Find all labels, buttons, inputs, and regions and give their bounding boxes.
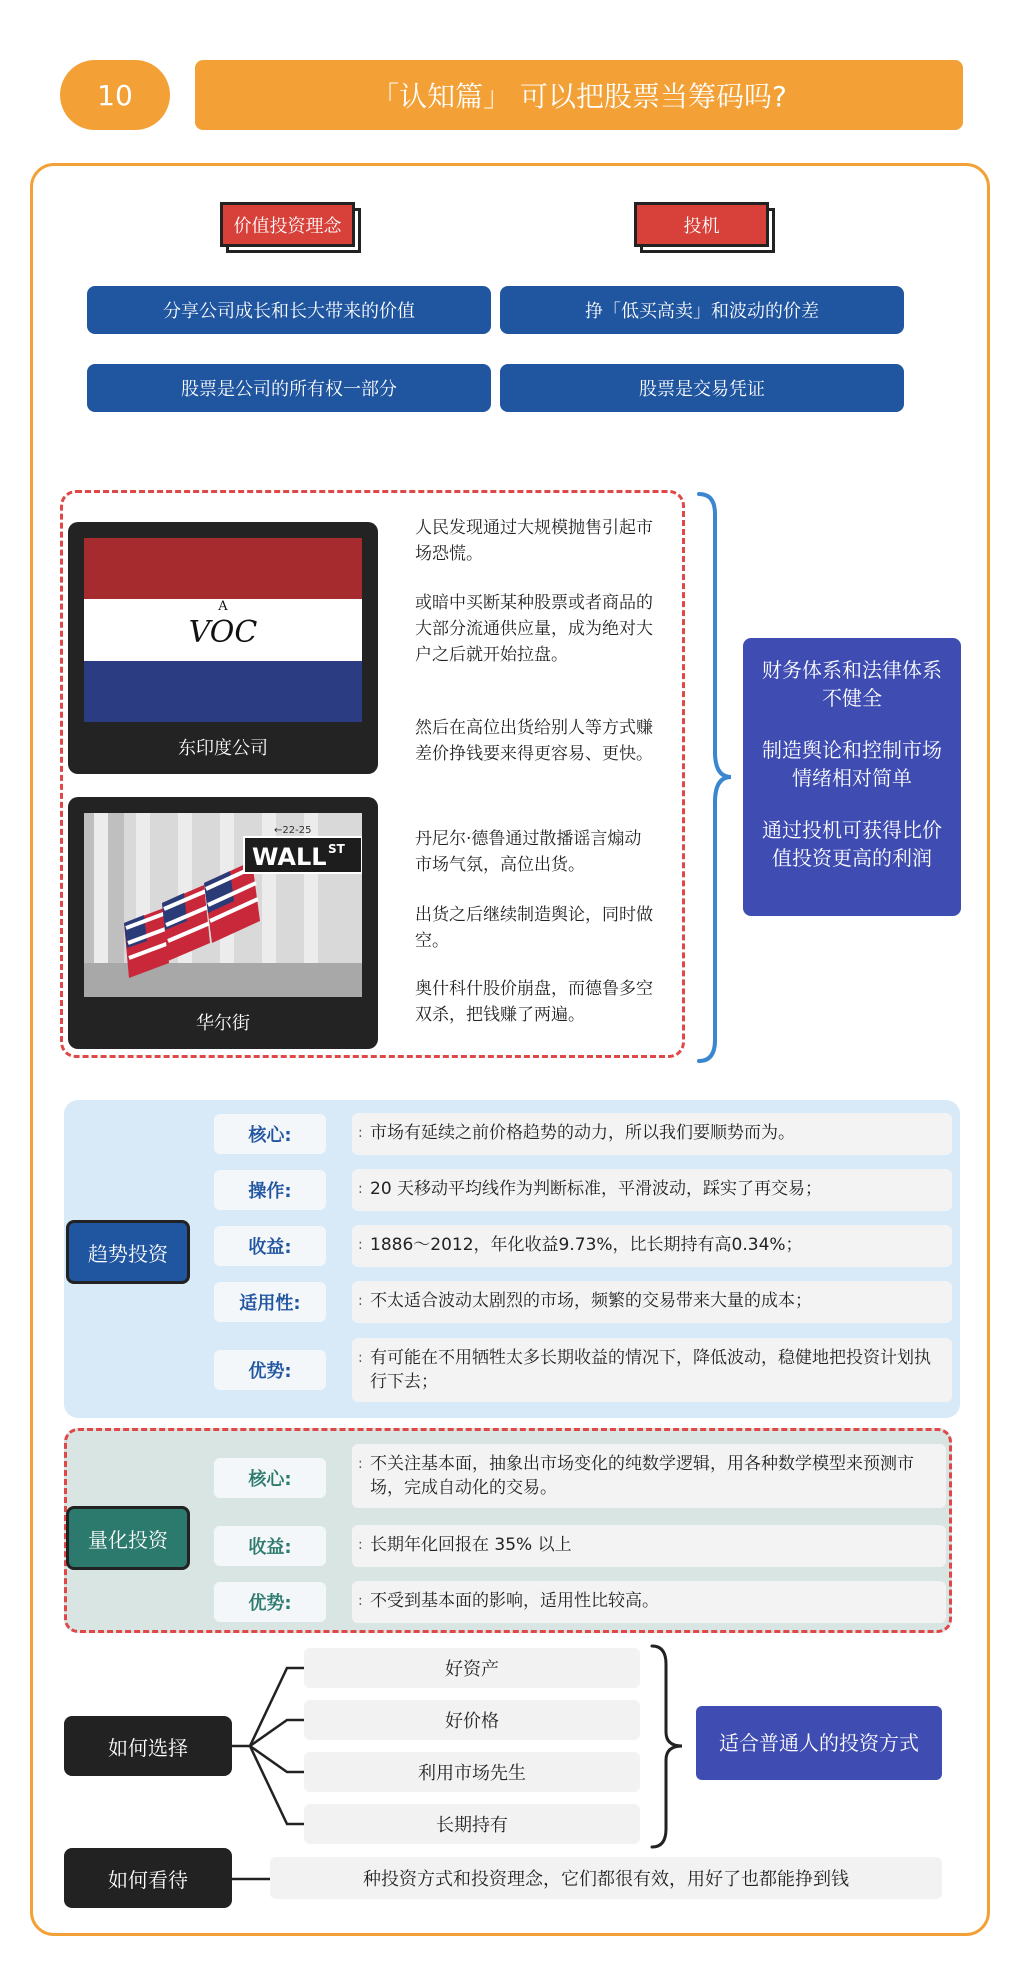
quant-text-return: : 长期年化回报在 35% 以上	[352, 1525, 946, 1567]
choose-item-good-asset: 好资产	[304, 1648, 640, 1688]
quant-text-advantage: : 不受到基本面的影响，适用性比较高。	[352, 1581, 946, 1623]
trend-text-core: : 市场有延续之前价格趋势的动力，所以我们要顺势而为。	[352, 1113, 952, 1155]
wall-sign-text: WALL	[252, 843, 327, 871]
choose-item-long-hold: 长期持有	[304, 1804, 640, 1844]
case1-paragraph-3: 然后在高位出货给别人等方式赚差价挣钱要来得更容易、更快。	[415, 718, 653, 764]
case2-paragraph-3: 奥什科什股价崩盘，而德鲁多空双杀，把钱赚了两遍。	[415, 979, 653, 1025]
voc-letter: A	[218, 599, 228, 614]
section-number-badge: 10	[60, 60, 170, 130]
quant-label-return: 收益:	[214, 1526, 326, 1566]
east-india-company-caption: 东印度公司	[178, 738, 268, 759]
how-to-view-tag: 如何看待	[64, 1848, 232, 1908]
case1-paragraph-2: 或暗中买断某种股票或者商品的大部分流通供应量，成为绝对大户之后就开始拉盘。	[415, 593, 653, 665]
speculation-tag-label: 投机	[634, 202, 769, 247]
case2-paragraph-1: 丹尼尔·德鲁通过散播谣言煽动市场气氛，高位出货。	[415, 829, 642, 875]
view-connector-line	[232, 1876, 272, 1882]
dutch-flag-image	[84, 538, 362, 722]
quant-label-advantage: 优势:	[214, 1582, 326, 1622]
case1-paragraph-1: 人民发现通过大规模抛售引起市场恐慌。	[415, 518, 653, 564]
trend-label-operation: 操作:	[214, 1170, 326, 1210]
trend-label-applicability: 适用性:	[214, 1282, 326, 1322]
quant-investing-tag: 量化投资	[66, 1506, 190, 1570]
choose-item-mr-market: 利用市场先生	[304, 1752, 640, 1792]
quant-label-core: 核心:	[214, 1458, 326, 1498]
trend-text-applicability: : 不太适合波动太剧烈的市场，频繁的交易带来大量的成本；	[352, 1281, 952, 1323]
choose-branch-lines	[232, 1660, 307, 1832]
reason-1: 财务体系和法律体系不健全	[762, 658, 942, 710]
curly-brace	[695, 490, 735, 1065]
reason-2: 制造舆论和控制市场情绪相对简单	[762, 738, 942, 790]
trend-text-operation: : 20 天移动平均线作为判断标准，平滑波动，踩实了再交易；	[352, 1169, 952, 1211]
trend-text-return: : 1886～2012，年化收益9.73%，比长期持有高0.34%；	[352, 1225, 952, 1267]
wall-street-image	[84, 813, 362, 997]
suitable-method-box: 适合普通人的投资方式	[696, 1706, 942, 1780]
value-investing-tag	[220, 202, 355, 247]
speculation-point-1: 挣「低买高卖」和波动的价差	[500, 286, 904, 334]
east-india-company-card	[68, 522, 378, 774]
choose-right-brace	[650, 1644, 686, 1849]
wall-sign-number: ←22-25	[274, 825, 312, 836]
value-point-2: 股票是公司的所有权一部分	[87, 364, 491, 412]
view-statement: 种投资方式和投资理念，它们都很有效，用好了也都能挣到钱	[270, 1857, 942, 1899]
how-to-choose-tag: 如何选择	[64, 1716, 232, 1776]
speculation-reasons-box	[743, 638, 961, 916]
trend-investing-tag: 趋势投资	[66, 1220, 190, 1284]
page-title: 「认知篇」 可以把股票当筹码吗?	[195, 60, 963, 130]
wall-street-caption: 华尔街	[196, 1013, 250, 1034]
trend-label-core: 核心:	[214, 1114, 326, 1154]
trend-label-return: 收益:	[214, 1226, 326, 1266]
speculation-point-2: 股票是交易凭证	[500, 364, 904, 412]
voc-logo: VOC	[188, 615, 258, 650]
choose-item-good-price: 好价格	[304, 1700, 640, 1740]
trend-label-advantage: 优势:	[214, 1350, 326, 1390]
value-investing-tag-label: 价值投资理念	[220, 202, 355, 247]
value-point-1: 分享公司成长和长大带来的价值	[87, 286, 491, 334]
wall-street-card	[68, 797, 378, 1049]
trend-text-advantage: : 有可能在不用牺牲太多长期收益的情况下，降低波动，稳健地把投资计划执行下去；	[352, 1338, 952, 1402]
wall-sign-sup: ST	[328, 842, 345, 856]
reason-3: 通过投机可获得比价值投资更高的利润	[762, 818, 942, 870]
quant-text-core: : 不关注基本面，抽象出市场变化的纯数学逻辑，用各种数学模型来预测市场，完成自动化的交易。	[352, 1444, 946, 1508]
speculation-tag	[634, 202, 769, 247]
case2-paragraph-2: 出货之后继续制造舆论，同时做空。	[415, 905, 653, 951]
